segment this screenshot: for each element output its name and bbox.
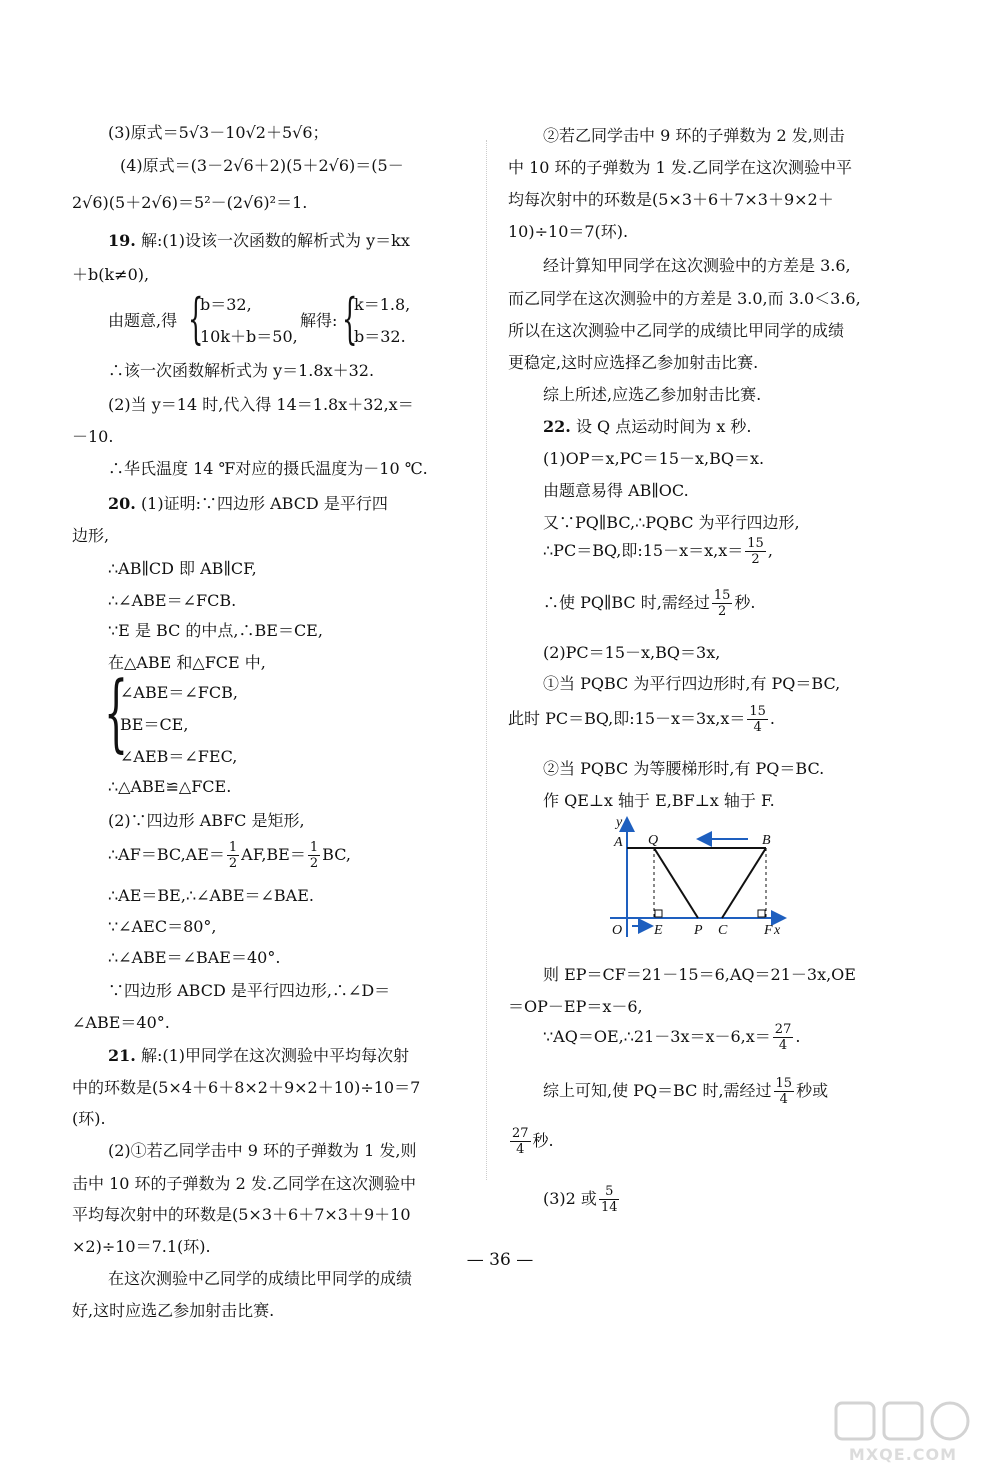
page-number: — 36 — xyxy=(466,1250,534,1270)
fraction xyxy=(510,1126,531,1157)
equation-line xyxy=(508,1126,554,1157)
text-line: 中的环数是(5×4＋6＋8×2＋9×2＋10)÷10＝7 xyxy=(72,1078,421,1097)
brace-icon: { xyxy=(342,287,358,350)
text-line: (2)当 y＝14 时,代入得 14＝1.8x＋32,x＝ xyxy=(108,395,414,414)
equation: ∠AEB＝∠FEC, xyxy=(120,747,238,766)
text-line: 设 Q 点运动时间为 x 秒. xyxy=(575,417,752,436)
text-line: 在这次测验中乙同学的成绩比甲同学的成绩 xyxy=(108,1269,413,1288)
text-line: ∵∠AEC＝80°, xyxy=(108,917,217,936)
text-fragment: BC, xyxy=(322,845,351,864)
text-line: 又∵PQ∥BC,∴PQBC 为平行四边形, xyxy=(543,513,800,532)
question-19 xyxy=(108,228,410,251)
text-line: 而乙同学在这次测验中的方差是 3.0,而 3.0＜3.6, xyxy=(508,289,861,308)
question-number: 19. xyxy=(108,231,136,250)
column-divider xyxy=(486,140,487,1180)
numerator: 15 xyxy=(747,536,764,551)
text-fragment: ∴AF＝BC,AE＝ xyxy=(108,845,225,864)
equation-line xyxy=(543,1184,621,1215)
text-line: 经计算知甲同学在这次测验中的方差是 3.6, xyxy=(543,256,851,275)
text-line: ×2)÷10＝7.1(环). xyxy=(72,1237,211,1256)
numerator: 15 xyxy=(749,704,766,719)
denominator: 4 xyxy=(753,720,762,735)
fraction xyxy=(599,1184,620,1215)
text-line: (2)①若乙同学击中 9 环的子弹数为 1 发,则 xyxy=(108,1141,417,1160)
denominator: 4 xyxy=(779,1092,788,1107)
fraction xyxy=(747,704,768,735)
denominator: 2 xyxy=(228,856,238,871)
text-fragment: (3)2 或 xyxy=(543,1189,597,1208)
denominator: 2 xyxy=(751,552,760,567)
text-line: 解:(1)甲同学在这次测验中平均每次射 xyxy=(140,1046,409,1065)
label-p: P xyxy=(694,923,703,938)
text-fragment: 秒. xyxy=(734,593,756,612)
equation-line xyxy=(543,588,755,619)
numerator: 1 xyxy=(309,840,319,855)
text-line: ∴AB∥CD 即 AB∥CF, xyxy=(108,559,257,578)
text-line: (1)OP＝x,PC＝15－x,BQ＝x. xyxy=(543,449,765,468)
question-20 xyxy=(108,491,388,514)
equation-line xyxy=(108,840,351,871)
text-line: 2√6)(5＋2√6)＝5²－(2√6)²＝1. xyxy=(72,193,308,212)
brace-icon: { xyxy=(188,287,204,350)
watermark-text: MXQE.COM xyxy=(848,1445,958,1464)
label-q: Q xyxy=(648,833,659,848)
text-line: 则 EP＝CF＝21－15＝6,AQ＝21－3x,OE xyxy=(543,965,856,984)
text-fragment: AF,BE＝ xyxy=(241,845,306,864)
text-line: 作 QE⊥x 轴于 E,BF⊥x 轴于 F. xyxy=(543,791,775,810)
text-fragment: ∵AQ＝OE,∴21－3x＝x－6,x＝ xyxy=(543,1027,771,1046)
text-line: 中 10 环的子弹数为 1 发.乙同学在这次测验中平 xyxy=(508,158,852,177)
text-line: 由题意,得 xyxy=(108,311,178,330)
text-line: 在△ABE 和△FCE 中, xyxy=(108,653,266,672)
label-y: y xyxy=(616,815,623,830)
equation: b＝32. xyxy=(354,327,406,346)
text-line: ∵E 是 BC 的中点,∴BE＝CE, xyxy=(108,621,323,640)
numerator: 5 xyxy=(599,1184,620,1200)
text-fragment: ∴PC＝BQ,即:15－x＝x,x＝ xyxy=(543,541,744,560)
text-line: 所以在这次测验中乙同学的成绩比甲同学的成绩 xyxy=(508,321,845,340)
fraction xyxy=(745,536,766,567)
label-o: O xyxy=(612,923,623,938)
fraction xyxy=(712,588,733,619)
text-fragment: 秒或 xyxy=(796,1081,829,1100)
text-line: (1)证明:∵四边形 ABCD 是平行四 xyxy=(140,494,388,513)
text-line: ②当 PQBC 为等腰梯形时,有 PQ＝BC. xyxy=(543,759,825,778)
numerator: 15 xyxy=(775,1076,793,1091)
text-line: ①当 PQBC 为平行四边形时,有 PQ＝BC, xyxy=(543,674,841,693)
text-line: ＋b(k≠0), xyxy=(72,265,150,284)
answer-logo-icon xyxy=(828,1397,978,1443)
text-line: －10. xyxy=(72,427,114,446)
text-line: (3)原式＝5√3－10√2＋5√6； xyxy=(108,123,329,142)
label-c: C xyxy=(718,923,728,938)
equation-line: ∴PC＝BQ,即:15－x＝x,x＝ $\frac{15}{2}$ , xyxy=(543,536,773,567)
text-line: ＝OP－EP＝x－6, xyxy=(508,997,643,1016)
label-a: A xyxy=(614,835,623,850)
equation: k＝1.8, xyxy=(354,295,411,314)
label-f: F xyxy=(764,923,773,938)
denominator: 4 xyxy=(516,1142,525,1157)
equation-line: 此时 PC＝BQ,即:15－x＝3x,x＝ $\frac{15}{4}$ . xyxy=(508,704,775,735)
denominator: 14 xyxy=(600,1200,618,1215)
segment-qp xyxy=(654,848,698,918)
text-line: 更稳定,这时应选择乙参加射击比赛. xyxy=(508,353,759,372)
equation: ∠ABE＝∠FCB, xyxy=(120,683,238,702)
text-line: ②若乙同学击中 9 环的子弹数为 2 发,则击 xyxy=(543,126,845,145)
numerator: 27 xyxy=(512,1126,529,1141)
question-number: 21. xyxy=(108,1046,136,1065)
text-line: ∵四边形 ABCD 是平行四边形,∴∠D＝ xyxy=(108,981,391,1000)
denominator: 2 xyxy=(309,856,319,871)
text-fragment: 秒. xyxy=(532,1131,554,1150)
equation-line: ∵AQ＝OE,∴21－3x＝x－6,x＝ $\frac{27}{4}$ . xyxy=(543,1022,801,1053)
question-number: 20. xyxy=(108,494,136,513)
text-fragment: 此时 PC＝BQ,即:15－x＝3x,x＝ xyxy=(508,709,746,728)
text-line: 解得: xyxy=(300,311,338,330)
numerator: 1 xyxy=(228,840,238,855)
text-fragment: 综上可知,使 PQ＝BC 时,需经过 xyxy=(543,1081,772,1100)
coordinate-figure xyxy=(600,812,800,940)
text-line: ∴AE＝BE,∴∠ABE＝∠BAE. xyxy=(108,886,315,905)
text-line: 均每次射中的环数是(5×3＋6＋7×3＋9×2＋ xyxy=(508,190,834,209)
text-line: ∠ABE＝40°. xyxy=(72,1013,170,1032)
text-line: (2)∵四边形 ABFC 是矩形, xyxy=(108,811,305,830)
segment-bc xyxy=(722,848,766,918)
fraction xyxy=(773,1022,794,1053)
text-line: (4)原式＝(3－2√6＋2)(5＋2√6)＝(5－ xyxy=(120,156,404,175)
text-line: (2)PC＝15－x,BQ＝3x, xyxy=(543,643,721,662)
text-line: 边形, xyxy=(72,526,110,545)
numerator: 15 xyxy=(713,588,731,603)
denominator: 4 xyxy=(778,1038,788,1053)
equation: 10k＋b＝50, xyxy=(200,327,298,346)
question-21 xyxy=(108,1043,409,1066)
right-angle-icon xyxy=(655,910,662,917)
text-line: 击中 10 环的子弹数为 2 发.乙同学在这次测验中 xyxy=(72,1174,416,1193)
denominator: 2 xyxy=(717,604,727,619)
watermark xyxy=(828,1397,978,1469)
question-number: 22. xyxy=(543,417,571,436)
right-angle-icon xyxy=(758,910,765,917)
question-22 xyxy=(543,414,752,437)
equation: BE＝CE, xyxy=(120,715,189,734)
text-line: 好,这时应选乙参加射击比赛. xyxy=(72,1301,275,1320)
text-line: 10)÷10＝7(环). xyxy=(508,222,629,241)
brace-icon: { xyxy=(104,663,129,761)
fraction xyxy=(227,840,239,871)
text-line: ∴∠ABE＝∠FCB. xyxy=(108,591,237,610)
text-line: 由题意易得 AB∥OC. xyxy=(543,481,689,500)
label-e: E xyxy=(654,923,663,938)
text-line: ∴该一次函数解析式为 y＝1.8x＋32. xyxy=(108,361,375,380)
label-b: B xyxy=(762,833,771,848)
fraction xyxy=(308,840,320,871)
text-line: ∴∠ABE＝∠BAE＝40°. xyxy=(108,948,281,967)
numerator: 27 xyxy=(774,1022,792,1037)
label-x: x xyxy=(774,923,781,938)
text-line: 综上所述,应选乙参加射击比赛. xyxy=(543,385,762,404)
equation: b＝32, xyxy=(200,295,252,314)
equation-line xyxy=(543,1076,828,1107)
text-fragment: ∴使 PQ∥BC 时,需经过 xyxy=(543,593,710,612)
text-line: ∴△ABE≌△FCE. xyxy=(108,777,232,796)
text-line: 解:(1)设该一次函数的解析式为 y＝kx xyxy=(140,231,410,250)
text-line: ∴华氏温度 14 ℉对应的摄氏温度为－10 ℃. xyxy=(108,459,428,478)
fraction xyxy=(774,1076,795,1107)
text-line: (环). xyxy=(72,1109,106,1128)
text-line: 平均每次射中的环数是(5×3＋6＋7×3＋9＋10 xyxy=(72,1205,411,1224)
